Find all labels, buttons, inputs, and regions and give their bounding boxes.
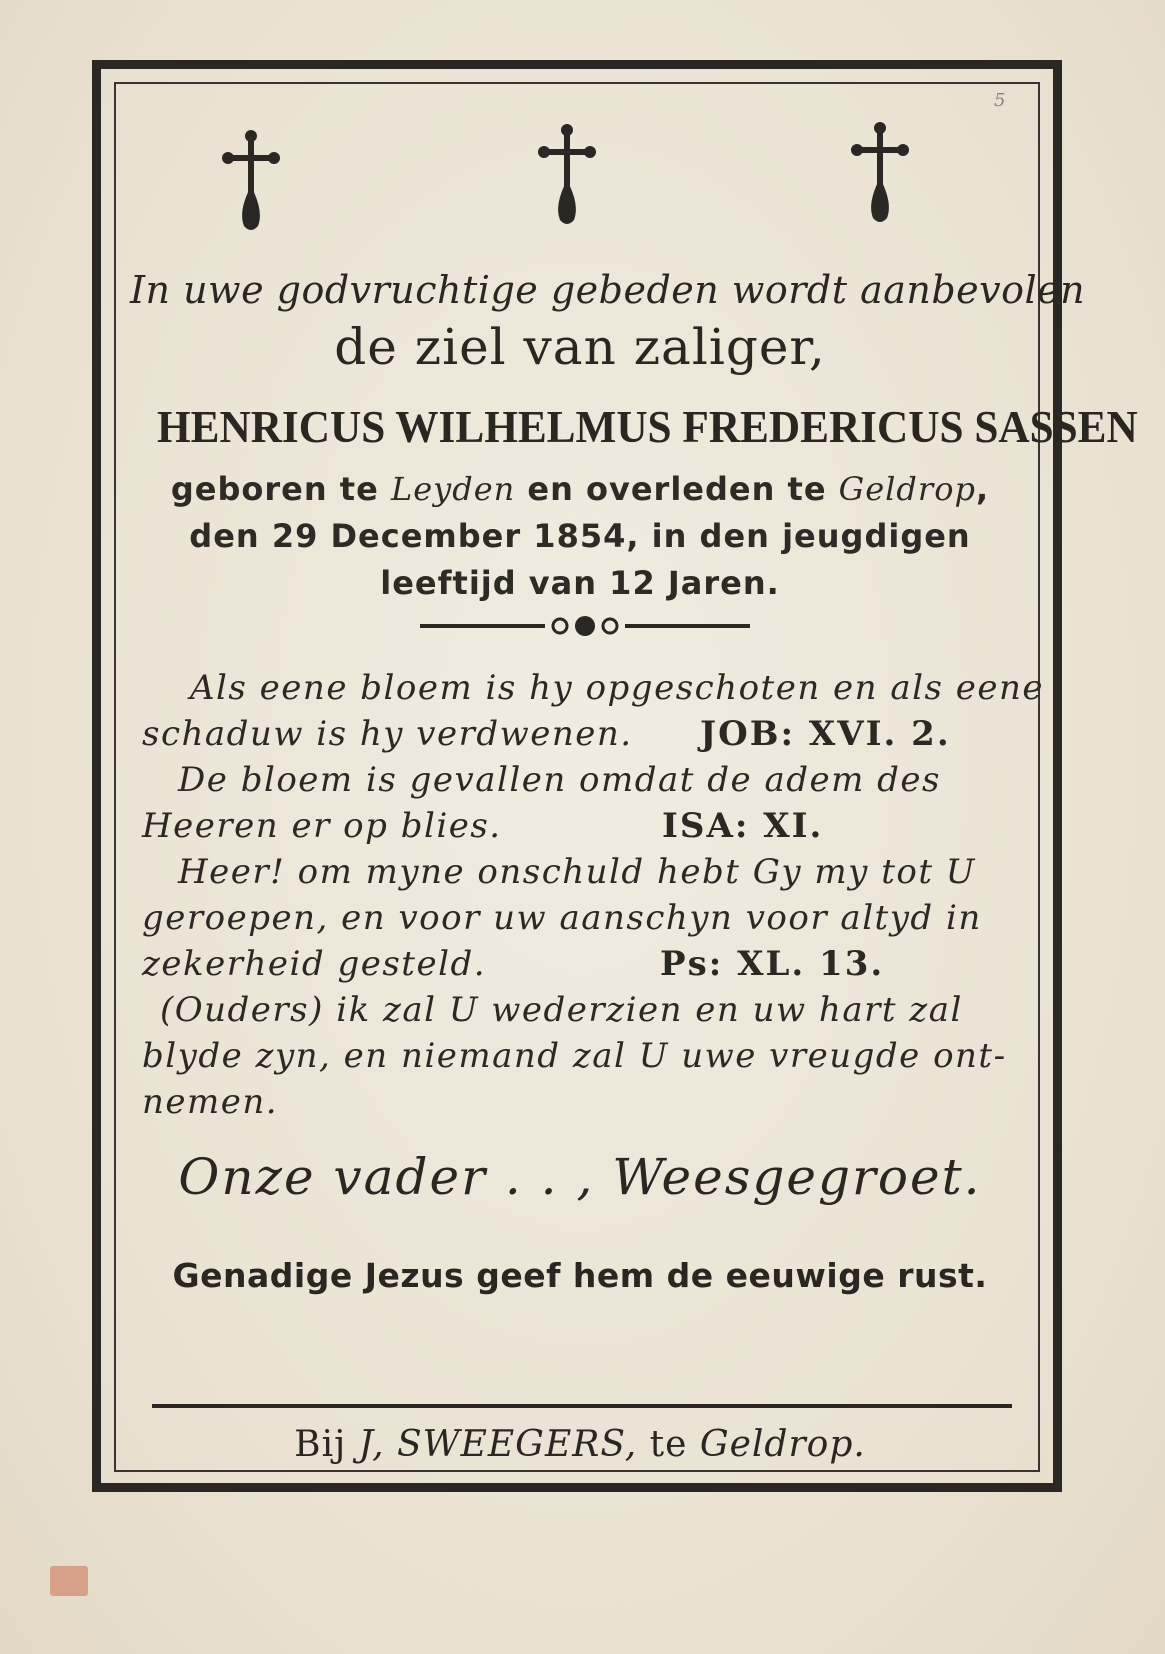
scripture-reference: Ps: XL. 13. (660, 944, 885, 984)
verse-text: geroepen, en voor uw aanschyn voor altyd in (142, 898, 982, 938)
bio-line-3: leeftijd van 12 Jaren. (380, 564, 780, 602)
cross-icon (845, 118, 915, 228)
verse-line (142, 990, 1022, 1030)
pencil-mark: 5 (994, 90, 1006, 111)
verse-line (142, 944, 1022, 984)
verse-line (142, 806, 1022, 846)
prayer-line: Onze vader . . , Weesgegroet. (178, 1148, 982, 1206)
scripture-reference: ISA: XI. (662, 806, 824, 846)
verse-line (142, 714, 1022, 754)
ornament-divider (420, 612, 750, 640)
ziel-line: de ziel van zaliger, (334, 318, 826, 376)
collection-stamp-icon (50, 1566, 88, 1596)
verse-line (142, 852, 1022, 892)
verse-line (142, 898, 1022, 938)
bio-line-1: geboren te Leyden en overleden te Geldrop, (170, 470, 990, 508)
verse-line (142, 760, 1022, 800)
intro-line: In uwe godvruchtige gebeden wordt aanbevolen (130, 268, 1086, 312)
bottom-rule (152, 1404, 1012, 1408)
verse-text: schaduw is hy verdwenen. (142, 714, 633, 754)
verse-line (142, 668, 1045, 708)
scripture-reference: JOB: XVI. 2. (700, 714, 951, 754)
verse-text: Heeren er op blies. (142, 806, 502, 846)
verse-line (142, 1036, 1022, 1076)
verse-line (142, 1082, 1022, 1122)
printer-line: Bij J, SWEEGERS, te Geldrop. (294, 1424, 866, 1465)
verse-text: De bloem is gevallen omdat de adem des (178, 760, 941, 800)
verse-text: nemen. (142, 1082, 279, 1122)
verse-text: zekerheid gesteld. (142, 944, 487, 984)
rest-line: Genadige Jezus geef hem de eeuwige rust. (172, 1256, 988, 1295)
verse-text: blyde zyn, en niemand zal U uwe vreugde ont- (142, 1036, 1007, 1076)
verse-text: Als eene bloem is hy opgeschoten en als eene (190, 668, 1045, 708)
verse-text: (Ouders) ik zal U wederzien en uw hart zal (160, 990, 963, 1030)
cross-icon (532, 120, 602, 230)
cross-icon (216, 126, 286, 236)
bio-line-2: den 29 December 1854, in den jeugdigen (189, 517, 971, 555)
verse-text: Heer! om myne onschuld hebt Gy my tot U (178, 852, 976, 892)
deceased-name: HENRICUS WILHELMUS FREDERICUS SASSEN (157, 401, 1138, 452)
